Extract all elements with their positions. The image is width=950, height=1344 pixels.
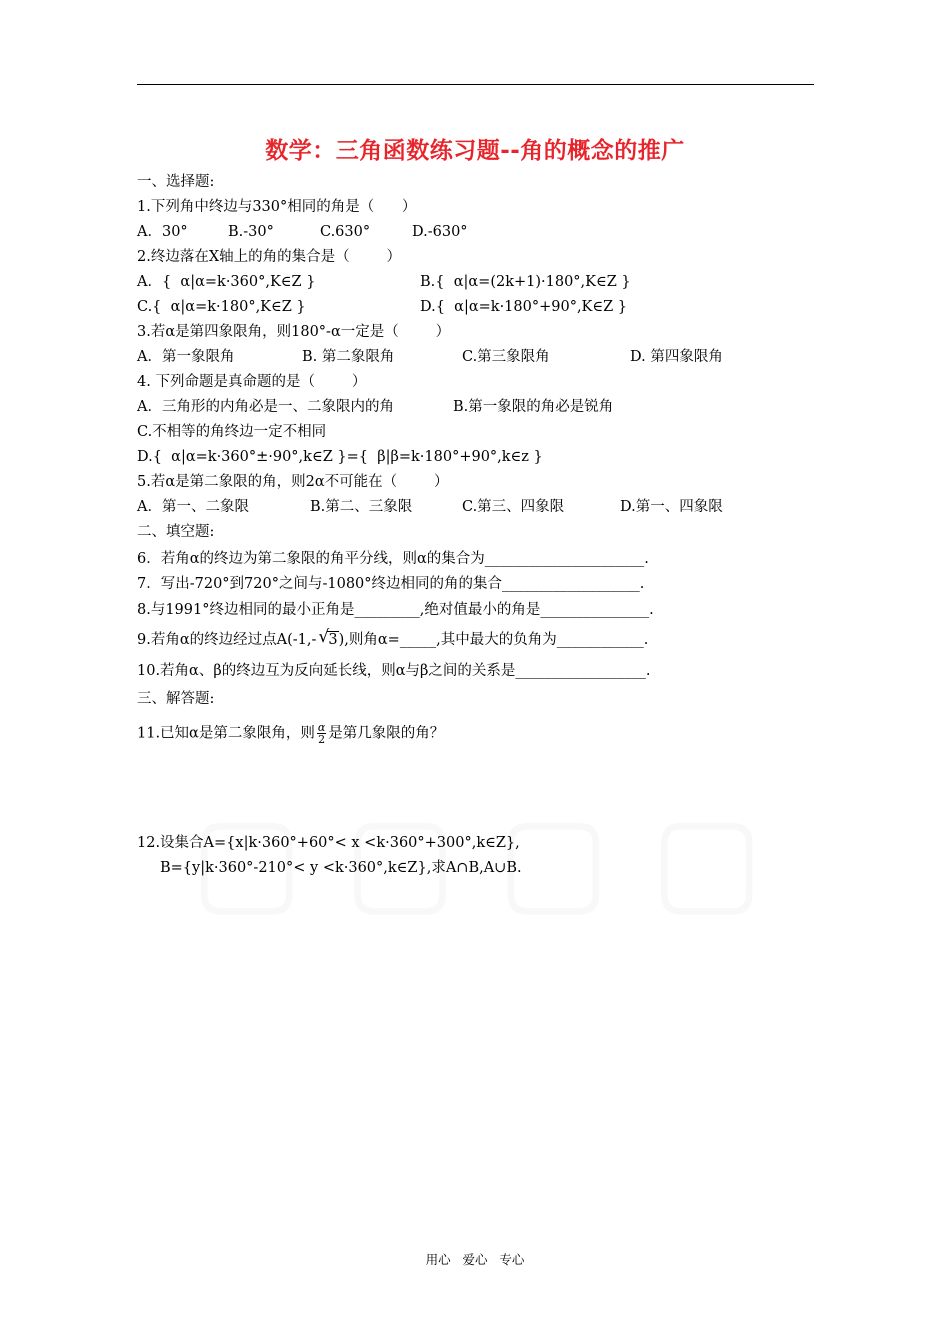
question-11 [137,722,444,745]
question-1-option-d: D.-630° [412,224,468,240]
question-7: 7．写出-720°到720°之间与-1080°终边相同的角的集合___________________. [137,576,645,592]
question-3-option-d: D. 第四象限角 [630,349,723,365]
question-2-option-b: B.{ α|α=(2k+1)·180°,K∈Z } [420,274,631,290]
question-5-option-a: A．第一、二象限 [137,499,249,515]
section-answer-heading: 三、解答题: [137,691,215,707]
sqrt-symbol [318,627,338,650]
question-9-after: ),则角α=_____,其中最大的负角为____________. [338,632,649,648]
question-3-stem: 3.若α是第四象限角，则180°-α一定是（ ） [137,324,451,340]
header-rule [137,84,814,85]
question-3-option-c: C.第三象限角 [462,349,550,365]
question-4-stem: 4. 下列命题是真命题的是（ ） [137,374,367,390]
page-footer: 用心 爱心 专心 [425,1252,525,1267]
question-5-option-c: C.第三、四象限 [462,499,565,515]
question-5-stem: 5.若α是第二象限的角，则2α不可能在（ ） [137,474,449,490]
question-5-option-b: B.第二、三象限 [310,499,413,515]
question-9-radicand: 3 [328,632,338,648]
question-11-after: 是第几象限的角？ [328,725,445,742]
question-2-stem: 2.终边落在X轴上的角的集合是（ ） [137,249,402,265]
fraction-alpha-over-2 [317,722,326,745]
fraction-numerator: α [317,721,326,734]
question-3-option-b: B. 第二象限角 [302,349,395,365]
question-6: 6．若角α的终边为第二象限的角平分线，则α的集合为______________________. [137,551,649,567]
question-3-option-a: A．第一象限角 [137,349,235,365]
question-1-stem: 1.下列角中终边与330°相同的角是（ ） [137,199,417,215]
question-4-option-b: B.第一象限的角必是锐角 [453,399,614,415]
question-11-before: 11.已知α是第二象限角，则 [137,725,315,742]
question-4-option-c: C.不相等的角终边一定不相同 [137,424,327,440]
section-fill-heading: 二、填空题: [137,524,215,540]
question-5-option-d: D.第一、四象限 [620,499,723,515]
question-10: 10.若角α、β的终边互为反向延长线，则α与β之间的关系是__________________. [137,663,651,679]
page-title: 数学：三角函数练习题--角的概念的推广 [265,138,685,164]
question-2-option-d: D.{ α|α=k·180°+90°,K∈Z } [420,299,628,315]
question-1-option-a: A．30° [137,224,188,240]
question-9-before: 9.若角α的终边经过点A(-1,- [137,632,317,648]
question-4-option-a: A．三角形的内角必是一、二象限内的角 [137,399,394,415]
question-1-option-c: C.630° [320,224,371,240]
section-choice-heading: 一、选择题: [137,174,215,190]
radical-icon: √ [318,627,330,647]
question-8: 8.与1991°终边相同的最小正角是_________,绝对值最小的角是_______________. [137,602,654,618]
question-2-option-c: C.{ α|α=k·180°,K∈Z } [137,299,306,315]
question-2-option-a: A．{ α|α=k·360°,K∈Z } [137,274,316,290]
question-1-option-b: B.-30° [228,224,274,240]
question-4-option-d: D.{ α|α=k·360°±·90°,k∈Z }={ β|β=k·180°+90°,k∈z } [137,449,543,465]
fraction-denominator: 2 [318,733,326,746]
question-9 [137,627,649,650]
question-12-line-1: 12.设集合A={x|k·360°+60°< x <k·360°+300°,k∈Z}, [137,835,520,851]
question-12-line-2: B={y|k·360°-210°< y <k·360°,k∈Z},求A∩B,A∪B. [160,860,522,876]
